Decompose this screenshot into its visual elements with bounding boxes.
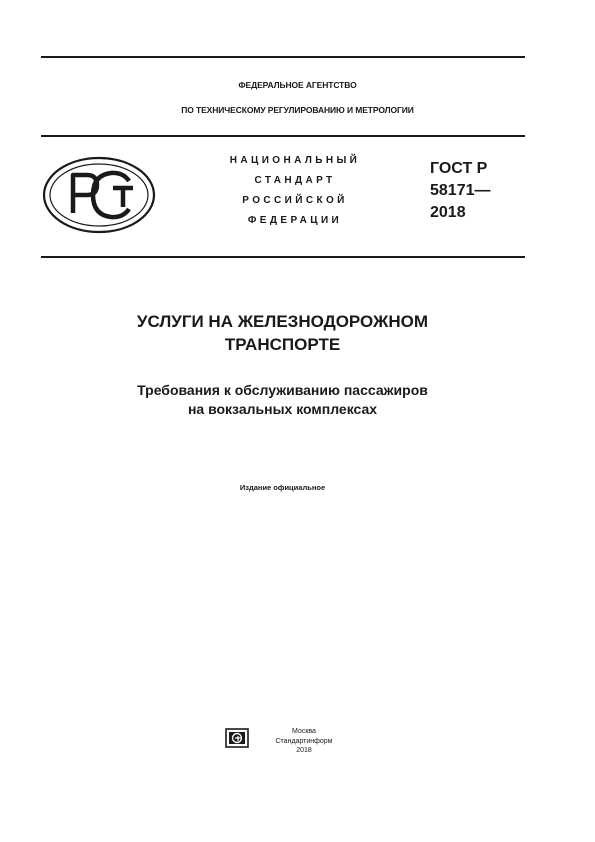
rst-logo-icon: [41, 155, 157, 235]
top-rule: [41, 56, 525, 58]
document-title: [0, 310, 565, 356]
subtitle-line-1: Требования к обслуживанию пассажиров: [137, 382, 428, 398]
header-rule: [41, 135, 525, 137]
publisher-year: 2018: [296, 747, 312, 754]
publisher-info: [262, 727, 346, 756]
edition-note: Издание официальное: [239, 483, 326, 492]
standard-designation: [200, 151, 390, 231]
subtitle-line-2: на вокзальных комплексах: [187, 401, 378, 417]
gost-code-line-2: 58171—: [430, 182, 491, 199]
gost-code: [430, 158, 525, 224]
standard-line-3: РОССИЙСКОЙ: [242, 195, 348, 206]
title-line-2: ТРАНСПОРТЕ: [224, 335, 341, 354]
gost-code-line-3: 2018: [430, 204, 466, 221]
title-line-1: УСЛУГИ НА ЖЕЛЕЗНОДОРОЖНОМ: [136, 312, 429, 331]
standard-line-1: НАЦИОНАЛЬНЫЙ: [229, 155, 361, 166]
standard-line-4: ФЕДЕРАЦИИ: [247, 215, 343, 226]
standard-line-2: СТАНДАРТ: [254, 175, 336, 186]
publisher-city: Москва: [292, 728, 316, 735]
standard-rule: [41, 256, 525, 258]
agency-line-1: ФЕДЕРАЛЬНОЕ АГЕНТСТВО: [238, 80, 357, 90]
agency-line-2: ПО ТЕХНИЧЕСКОМУ РЕГУЛИРОВАНИЮ И МЕТРОЛОГИИ: [181, 105, 414, 115]
document-subtitle: [0, 381, 565, 419]
publisher-name: Стандартинформ: [275, 737, 333, 745]
gost-code-line-1: ГОСТ Р: [430, 160, 488, 177]
standartinform-logo-icon: [225, 728, 249, 748]
